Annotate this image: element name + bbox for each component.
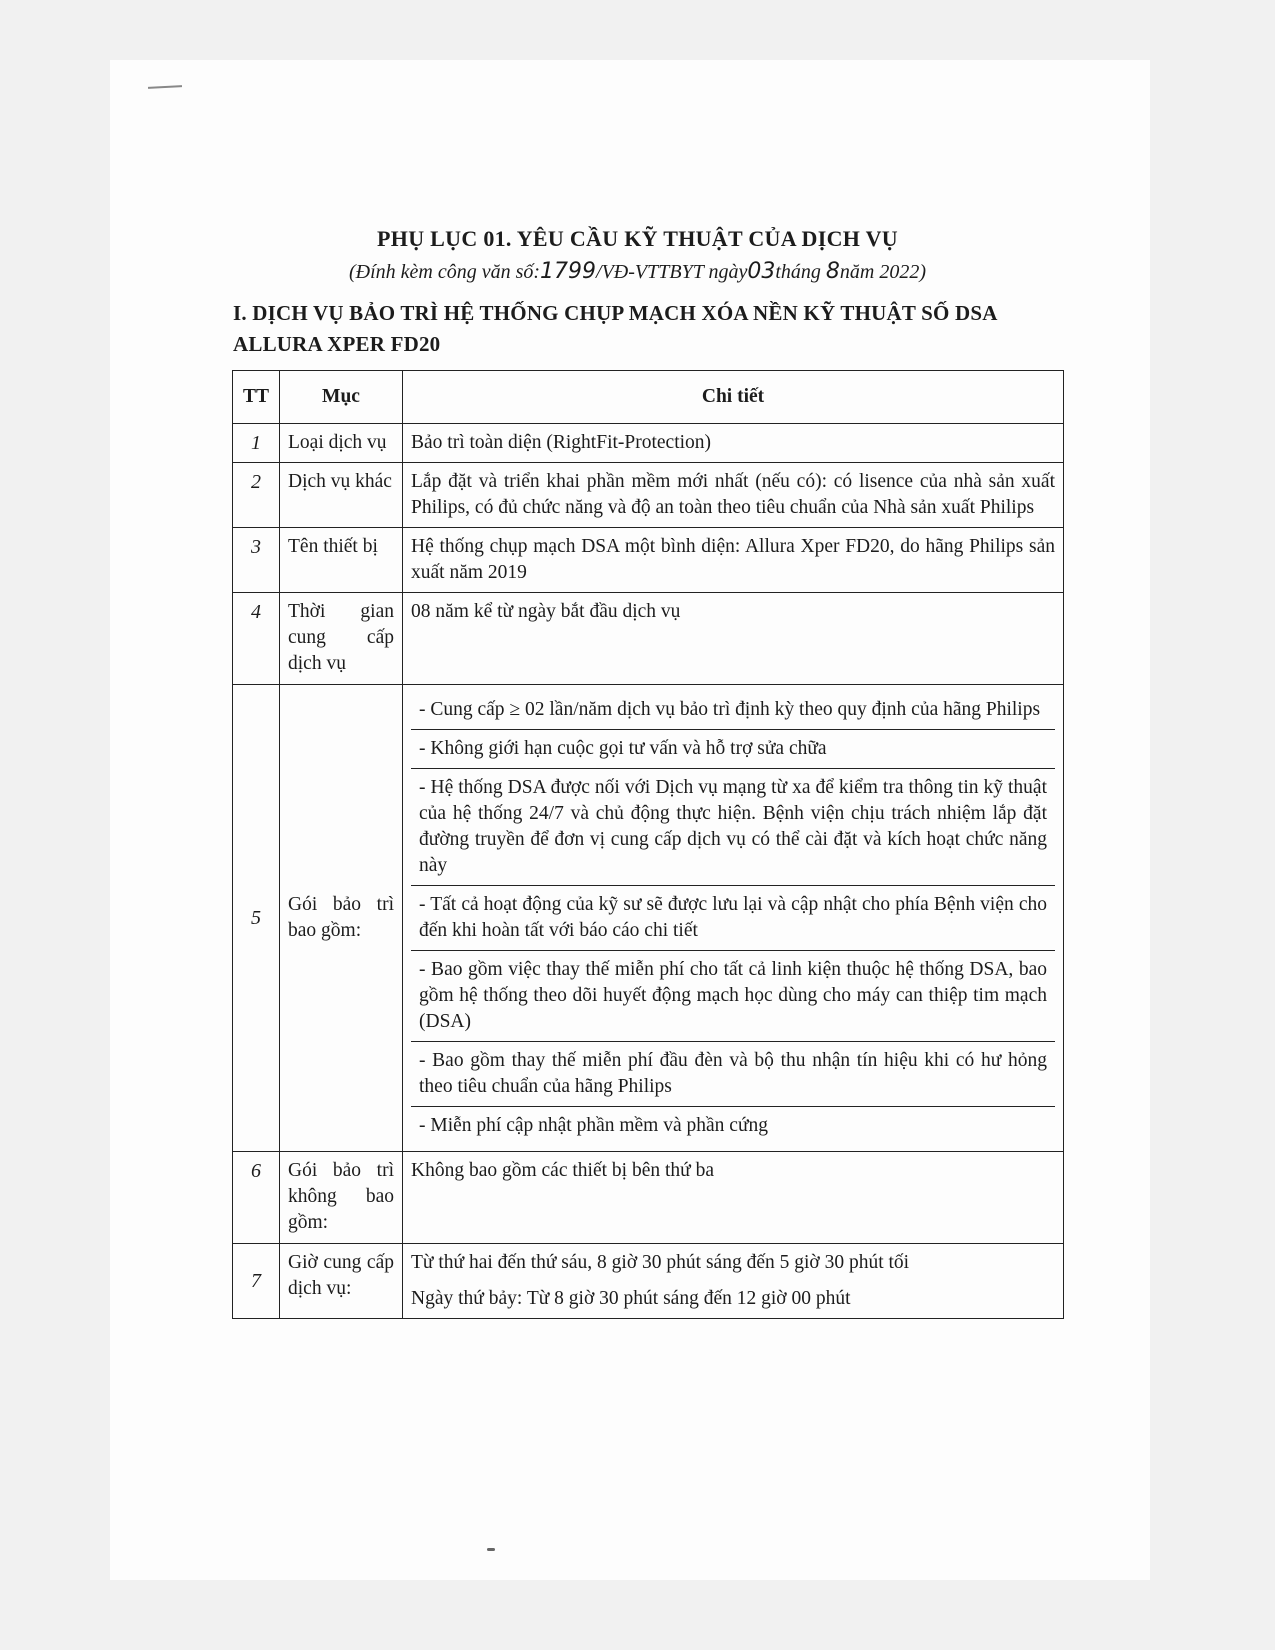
table-row (233, 463, 1064, 528)
header-muc: Mục (280, 371, 403, 424)
hours-saturday: Ngày thứ bảy: Từ 8 giờ 30 phút sáng đến 12 giờ 00 phút (411, 1288, 851, 1309)
row-item: Tên thiết bị (280, 528, 403, 593)
list-item: - Bao gồm việc thay thế miễn phí cho tất cả linh kiện thuộc hệ thống DSA, bao gồm hệ thống theo dõi huyết động mạch học dùng cho máy can thiệp tim mạch (DSA) (411, 951, 1055, 1042)
row-item: Loại dịch vụ (280, 424, 403, 463)
table-row (233, 424, 1064, 463)
row-number: 2 (233, 463, 280, 528)
header-detail: Chi tiết (403, 371, 1064, 424)
table-row (233, 1152, 1064, 1244)
reference-suffix: năm 2022) (839, 261, 927, 283)
table-row (233, 1244, 1064, 1319)
row-number: 5 (233, 685, 280, 1152)
row-number: 6 (233, 1152, 280, 1244)
hours-weekday: Từ thứ hai đến thứ sáu, 8 giờ 30 phút sáng đến 5 giờ 30 phút tối (411, 1252, 910, 1273)
row-number: 4 (233, 593, 280, 685)
row-item: Gói bảo trì bao gồm: (280, 685, 403, 1152)
table-row (233, 528, 1064, 593)
row-detail: Bảo trì toàn diện (RightFit-Protection) (403, 424, 1064, 463)
row-number: 1 (233, 424, 280, 463)
row-item: Giờ cung cấp dịch vụ: (280, 1244, 403, 1319)
row-detail (403, 1244, 1064, 1319)
row-detail-list (403, 685, 1064, 1152)
table-row (233, 593, 1064, 685)
row-number: 3 (233, 528, 280, 593)
specification-table (232, 370, 1064, 1319)
page-title: PHỤ LỤC 01. YÊU CẦU KỸ THUẬT CỦA DỊCH VỤ (377, 226, 898, 251)
reference-mid2: tháng (775, 261, 826, 283)
row-item: Dịch vụ khác (280, 463, 403, 528)
reference-mid1: /VĐ-VTTBYT ngày (596, 261, 748, 283)
list-item: - Cung cấp ≥ 02 lần/năm dịch vụ bảo trì định kỳ theo quy định của hãng Philips (411, 691, 1055, 730)
row-detail: Không bao gồm các thiết bị bên thứ ba (403, 1152, 1064, 1244)
list-item: - Miễn phí cập nhật phần mềm và phần cứng (419, 1115, 769, 1136)
handwritten-day: 03 (747, 259, 776, 284)
reference-prefix: (Đính kèm công văn số: (348, 261, 541, 283)
attachment-reference (0, 259, 1275, 284)
list-item: - Bao gồm thay thế miễn phí đầu đèn và bộ thu nhận tín hiệu khi có hư hỏng theo tiêu chuẩn của hãng Philips (411, 1042, 1055, 1107)
table-row (233, 685, 1064, 1152)
row-detail: Lắp đặt và triển khai phần mềm mới nhất (nếu có): có lisence của nhà sản xuất Philips, có đủ chức năng và độ an toàn theo tiêu chuẩn của Nhà sản xuất Philips (403, 463, 1064, 528)
list-item: - Hệ thống DSA được nối với Dịch vụ mạng từ xa để kiểm tra thông tin kỹ thuật của hệ thống 24/7 và chủ động thực hiện. Bệnh viện chịu trách nhiệm lắp đặt đường truyền để đơn vị cung cấp dịch vụ có thể cài đặt và kích hoạt chức năng này (411, 769, 1055, 886)
footer-mark (487, 1548, 495, 1551)
list-item: - Không giới hạn cuộc gọi tư vấn và hỗ trợ sửa chữa (411, 730, 1055, 769)
row-item: Thời gian cung cấp dịch vụ (280, 593, 403, 685)
row-item: Gói bảo trì không bao gồm: (280, 1152, 403, 1244)
header-tt: TT (233, 371, 280, 424)
row-detail: Hệ thống chụp mạch DSA một bình diện: Allura Xper FD20, do hãng Philips sản xuất năm 2019 (403, 528, 1064, 593)
row-number: 7 (233, 1244, 280, 1319)
row-detail: 08 năm kể từ ngày bắt đầu dịch vụ (403, 593, 1064, 685)
table-header-row (233, 371, 1064, 424)
handwritten-doc-number: 1799 (540, 259, 597, 284)
handwritten-month: 8 (825, 259, 840, 284)
list-item: - Tất cả hoạt động của kỹ sư sẽ được lưu lại và cập nhật cho phía Bệnh viện cho đến khi hoàn tất với báo cáo chi tiết (411, 886, 1055, 951)
section-heading: I. DỊCH VỤ BẢO TRÌ HỆ THỐNG CHỤP MẠCH XÓA NỀN KỸ THUẬT SỐ DSA ALLURA XPER FD20 (233, 301, 997, 356)
